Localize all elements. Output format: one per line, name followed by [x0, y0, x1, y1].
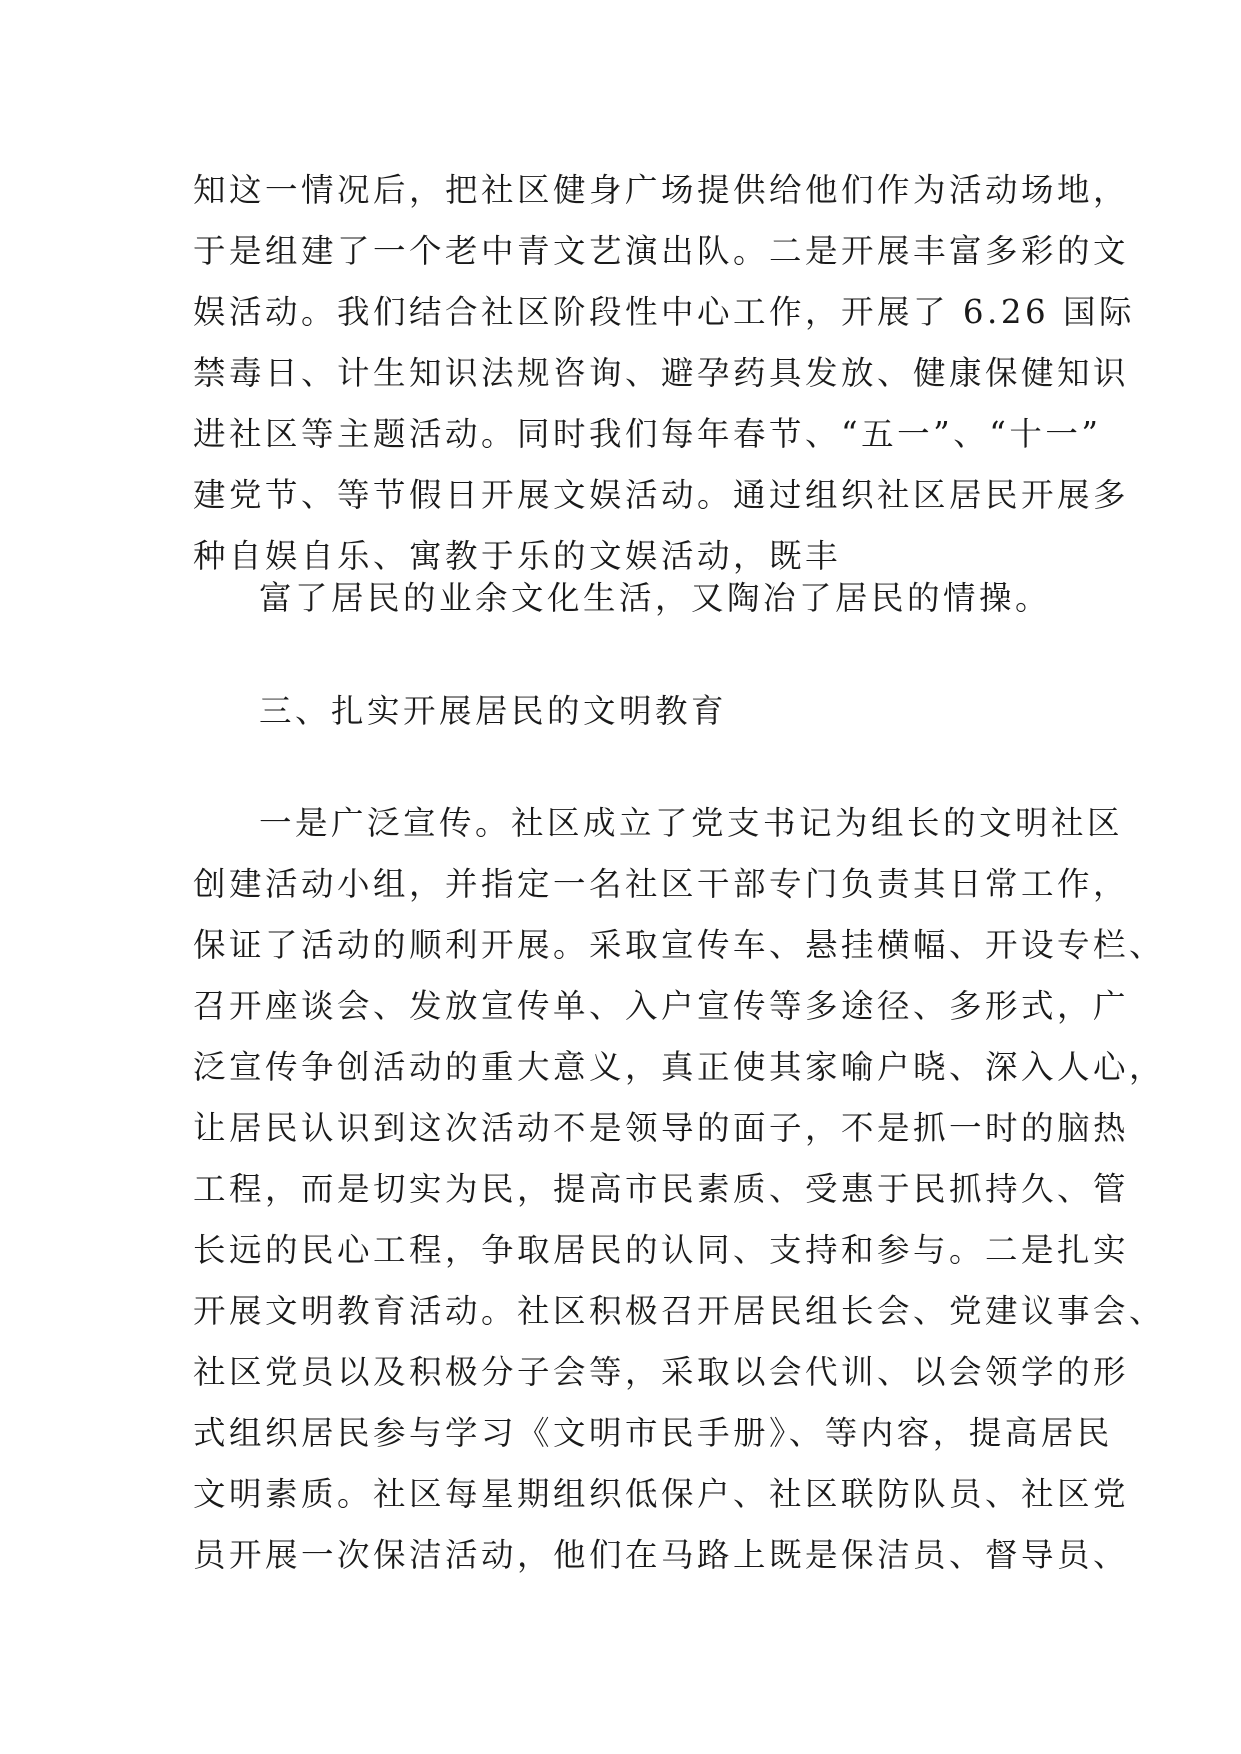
text-line: 保证了活动的顺利开展。采取宣传车、悬挂横幅、开设专栏、: [193, 926, 1166, 964]
text-line: 员开展一次保洁活动，他们在马路上既是保洁员、督导员、: [193, 1536, 1130, 1574]
section-heading-text: 三、扎实开展居民的文明教育: [259, 692, 728, 730]
text-line: 社区党员以及积极分子会等，采取以会代训、以会领学的形: [193, 1353, 1130, 1391]
text-line: 开展文明教育活动。社区积极召开居民组长会、党建议事会、: [193, 1292, 1166, 1330]
text-line: 进社区等主题活动。同时我们每年春节、“五一”、“十一”: [193, 415, 1102, 453]
text-line: 知这一情况后，把社区健身广场提供给他们作为活动场地，: [193, 171, 1130, 209]
text-line: 工程，而是切实为民，提高市民素质、受惠于民抓持久、管: [193, 1170, 1130, 1208]
text-line: 让居民认识到这次活动不是领导的面子，不是抓一时的脑热: [193, 1109, 1130, 1147]
text-line: 于是组建了一个老中青文艺演出队。二是开展丰富多彩的文: [193, 232, 1130, 270]
section-heading: [193, 681, 1065, 742]
text-line: 娱活动。我们结合社区阶段性中心工作，开展了 6.26 国际: [193, 293, 1136, 331]
text-line: 种自娱自乐、寓教于乐的文娱活动，既丰: [193, 537, 842, 575]
text-line: 文明素质。社区每星期组织低保户、社区联防队员、社区党: [193, 1475, 1130, 1513]
text-line: 禁毒日、计生知识法规咨询、避孕药具发放、健康保健知识: [193, 354, 1130, 392]
text-line: 创建活动小组，并指定一名社区干部专门负责其日常工作，: [193, 865, 1130, 903]
text-line: 泛宣传争创活动的重大意义，真正使其家喻户晓、深入人心，: [193, 1048, 1166, 1086]
paragraph-section-3: [193, 793, 1166, 1586]
text-line: 长远的民心工程，争取居民的认同、支持和参与。二是扎实: [193, 1231, 1130, 1269]
paragraph-fragment: [193, 568, 1065, 629]
text-line: 富了居民的业余文化生活，又陶冶了居民的情操。: [259, 579, 1052, 617]
text-line: 召开座谈会、发放宣传单、入户宣传等多途径、多形式，广: [193, 987, 1130, 1025]
text-line: 建党节、等节假日开展文娱活动。通过组织社区居民开展多: [193, 476, 1130, 514]
text-line: 式组织居民参与学习《文明市民手册》、等内容，提高居民: [193, 1414, 1113, 1452]
text-line: 一是广泛宣传。社区成立了党支书记为组长的文明社区: [259, 804, 1124, 842]
paragraph-continued: [193, 160, 1136, 587]
